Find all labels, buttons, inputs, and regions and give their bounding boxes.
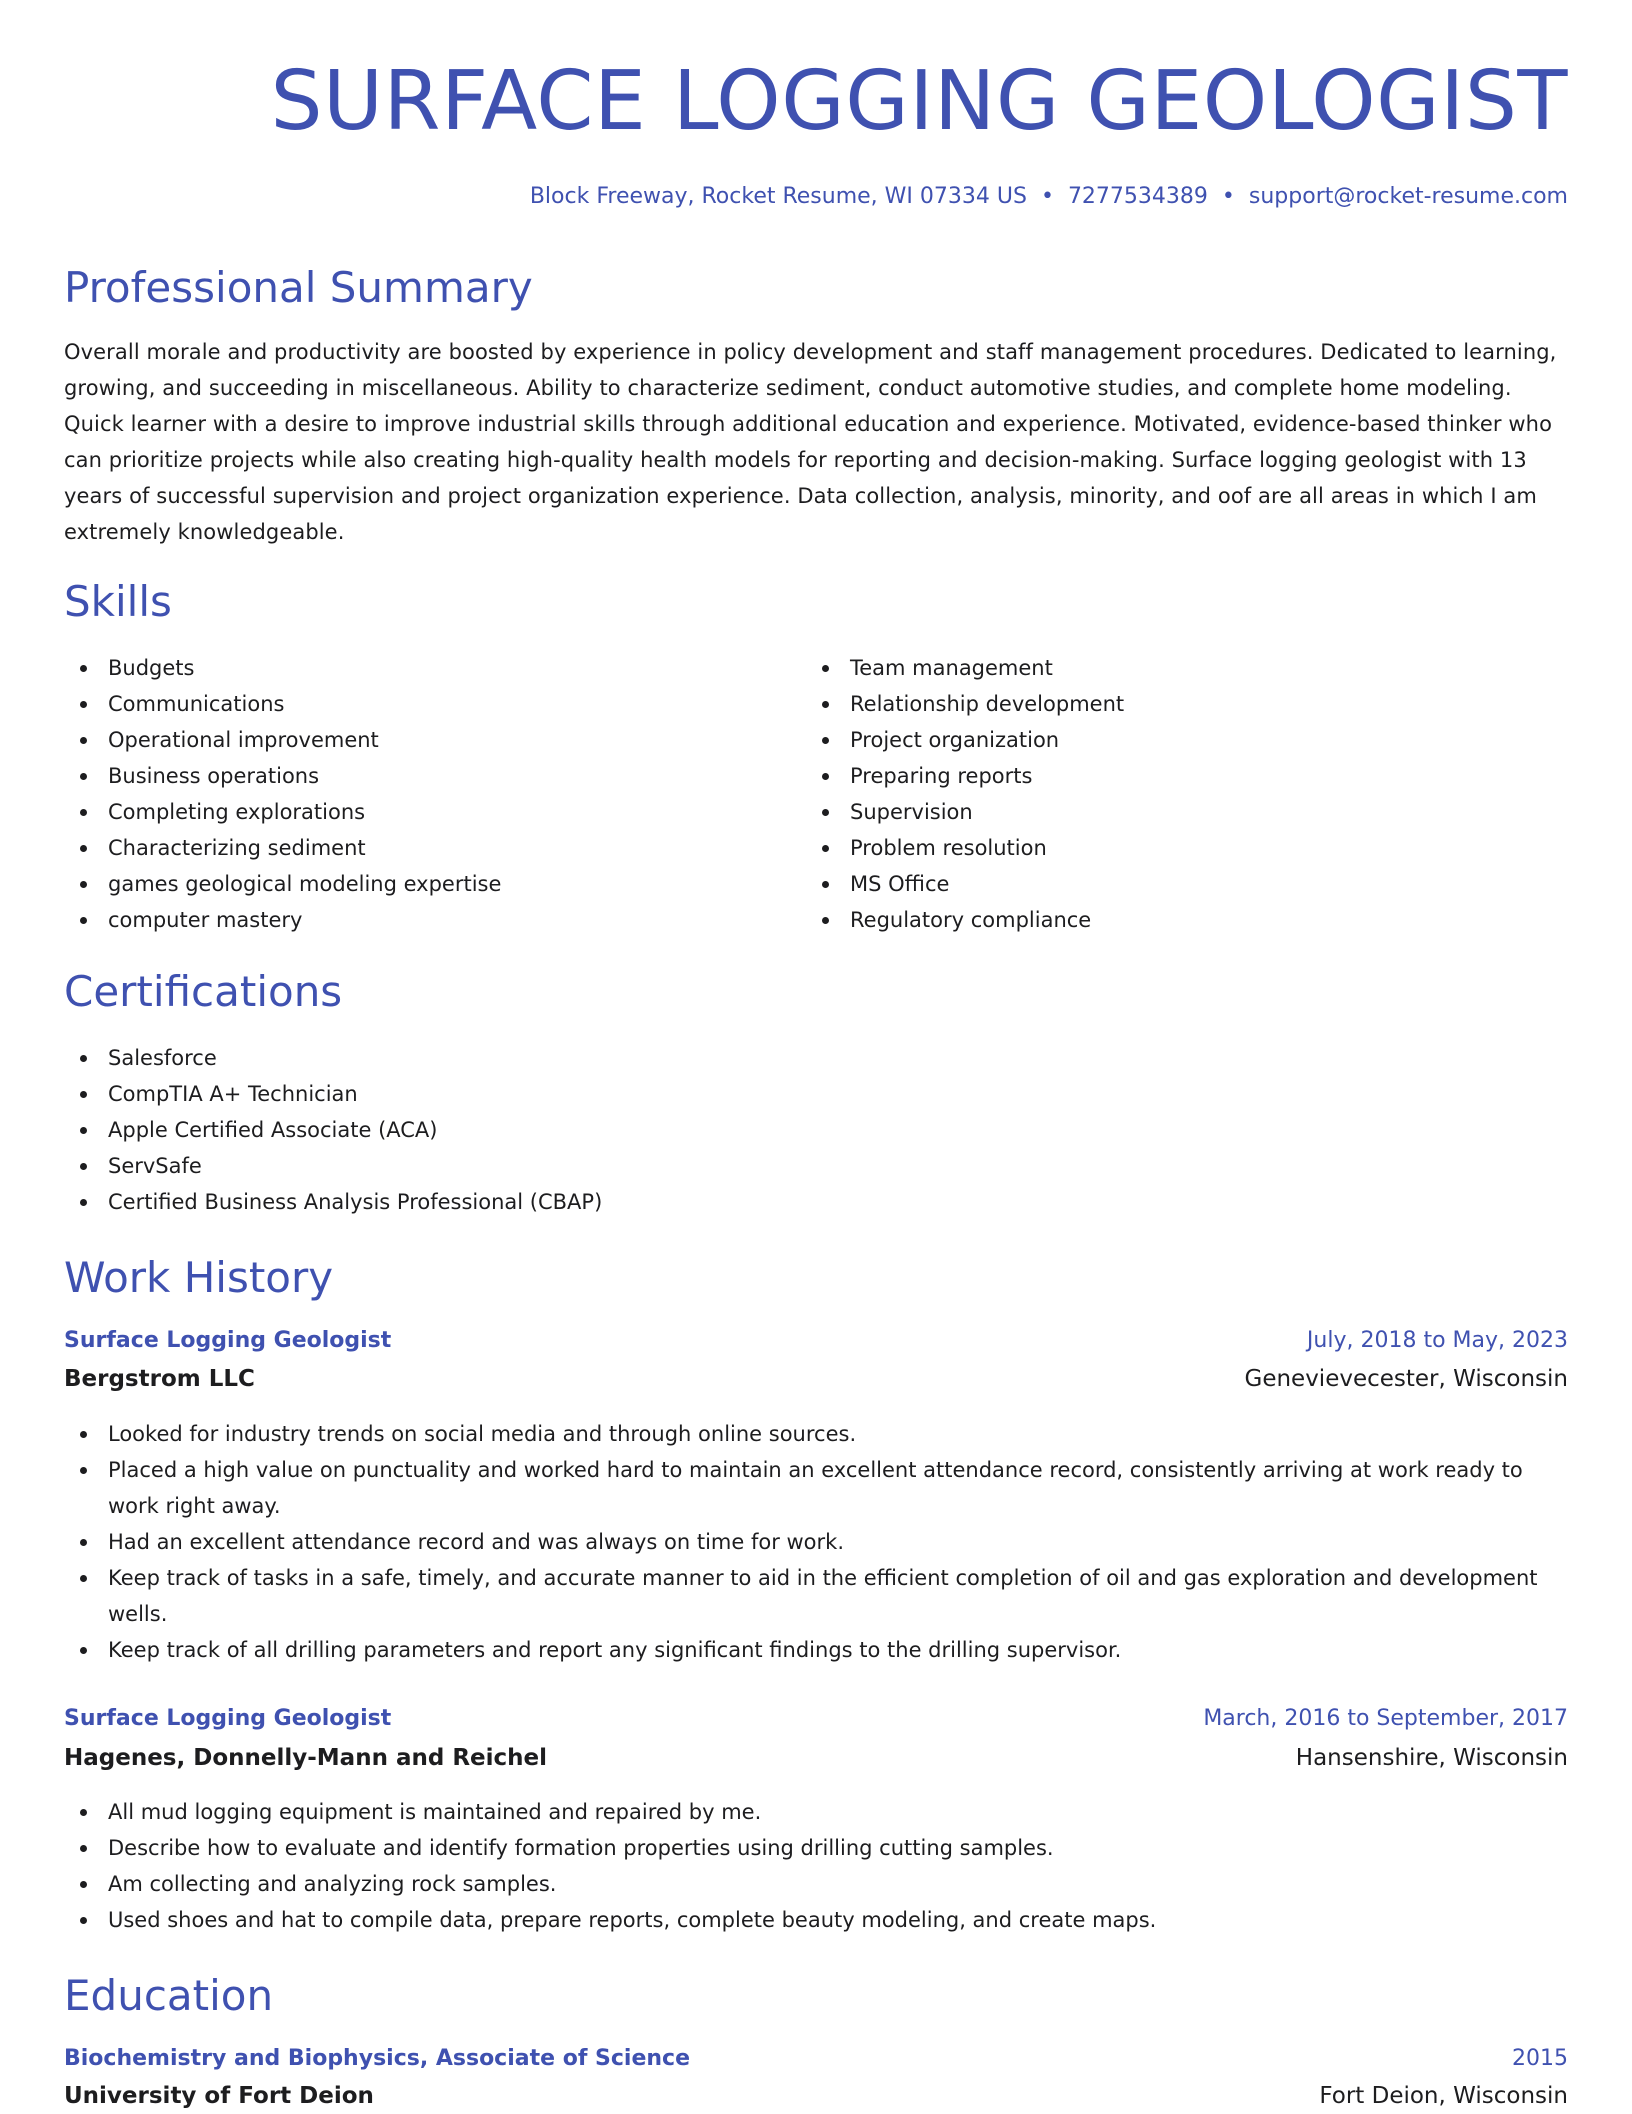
company-name: Bergstrom LLC <box>64 1366 255 1392</box>
skill-item: Characterizing sediment <box>64 830 764 866</box>
job-title: Surface Logging Geologist <box>64 1328 392 1353</box>
skill-item: Operational improvement <box>64 722 764 758</box>
certification-item: CompTIA A+ Technician <box>64 1076 1464 1112</box>
contact-separator: • <box>1040 184 1054 209</box>
job-duty-item: Am collecting and analyzing rock samples. <box>64 1866 1568 1902</box>
job-duty-item: Keep track of tasks in a safe, timely, and accurate manner to aid in the efficient completion of oil and gas exploration and development wells. <box>64 1560 1568 1632</box>
contact-phone: 7277534389 <box>1067 184 1208 209</box>
certification-item: Salesforce <box>64 1040 1464 1076</box>
graduation-year: 2015 <box>1512 2046 1568 2071</box>
job-duty-item: Keep track of all drilling parameters and report any significant findings to the drilling supervisor. <box>64 1632 1568 1668</box>
candidate-name: SURFACE LOGGING GEOLOGIST <box>270 54 1568 149</box>
skill-item: Team management <box>806 650 1506 686</box>
work-history-heading: Work History <box>64 1253 334 1302</box>
skill-item: Problem resolution <box>806 830 1506 866</box>
contact-email: support@rocket-resume.com <box>1248 184 1568 209</box>
skill-item: Business operations <box>64 758 764 794</box>
job-duties-list <box>64 1416 1568 1668</box>
certifications-heading: Certifications <box>64 967 343 1016</box>
job-duty-item: Describe how to evaluate and identify formation properties using drilling cutting samples. <box>64 1830 1568 1866</box>
contact-line <box>530 180 1568 214</box>
skill-item: Completing explorations <box>64 794 764 830</box>
job-location: Genevievecester, Wisconsin <box>1244 1366 1568 1392</box>
job-duty-item: Used shoes and hat to compile data, prepare reports, complete beauty modeling, and create maps. <box>64 1902 1568 1938</box>
summary-text: Overall morale and productivity are boosted by experience in policy development and staff management procedures. Dedicated to learning, growing, and succeeding in miscellaneous. Ability to characterize sediment, conduct automotive studies, and complete home modeling. Quick learner with a desire to improve industrial skills through additional education and experience. Motivated, evidence-based thinker who can prioritize projects while also creating high-quality health models for reporting and decision-making. Surface logging geologist with 13 years of successful supervision and project organization experience. Data collection, analysis, minority, and oof are all areas in which I am extremely knowledgeable. <box>64 340 1557 544</box>
skill-item: MS Office <box>806 866 1506 902</box>
skills-list-right <box>806 650 1506 938</box>
skill-item: games geological modeling expertise <box>64 866 764 902</box>
skill-item: Preparing reports <box>806 758 1506 794</box>
job-location: Hansenshire, Wisconsin <box>1295 1745 1568 1771</box>
degree-title: Biochemistry and Biophysics, Associate of Science <box>64 2046 691 2071</box>
job-duty-item: Looked for industry trends on social media and through online sources. <box>64 1416 1568 1452</box>
certification-item: ServSafe <box>64 1148 1464 1184</box>
skills-heading: Skills <box>64 577 172 626</box>
certifications-list <box>64 1040 1464 1220</box>
skill-item: computer mastery <box>64 902 764 938</box>
job-dates: March, 2016 to September, 2017 <box>1203 1706 1568 1731</box>
job-title: Surface Logging Geologist <box>64 1706 392 1731</box>
job-duty-item: All mud logging equipment is maintained and repaired by me. <box>64 1794 1568 1830</box>
job-duty-item: Placed a high value on punctuality and worked hard to maintain an excellent attendance record, consistently arriving at work ready to work right away. <box>64 1452 1568 1524</box>
skill-item: Regulatory compliance <box>806 902 1506 938</box>
skill-item: Communications <box>64 686 764 722</box>
school-location: Fort Deion, Wisconsin <box>1319 2083 1568 2109</box>
skill-item: Budgets <box>64 650 764 686</box>
certification-item: Certified Business Analysis Professional (CBAP) <box>64 1184 1464 1220</box>
school-name: University of Fort Deion <box>64 2083 374 2109</box>
skill-item: Relationship development <box>806 686 1506 722</box>
education-heading: Education <box>64 1971 274 2020</box>
company-name: Hagenes, Donnelly-Mann and Reichel <box>64 1745 547 1771</box>
job-duties-list <box>64 1794 1568 1938</box>
summary-heading: Professional Summary <box>64 263 533 312</box>
contact-separator: • <box>1221 184 1235 209</box>
job-duty-item: Had an excellent attendance record and was always on time for work. <box>64 1524 1568 1560</box>
skills-list-left <box>64 650 764 938</box>
job-dates: July, 2018 to May, 2023 <box>1306 1328 1568 1353</box>
skill-item: Project organization <box>806 722 1506 758</box>
contact-address: Block Freeway, Rocket Resume, WI 07334 US <box>529 184 1027 209</box>
skill-item: Supervision <box>806 794 1506 830</box>
certification-item: Apple Certified Associate (ACA) <box>64 1112 1464 1148</box>
